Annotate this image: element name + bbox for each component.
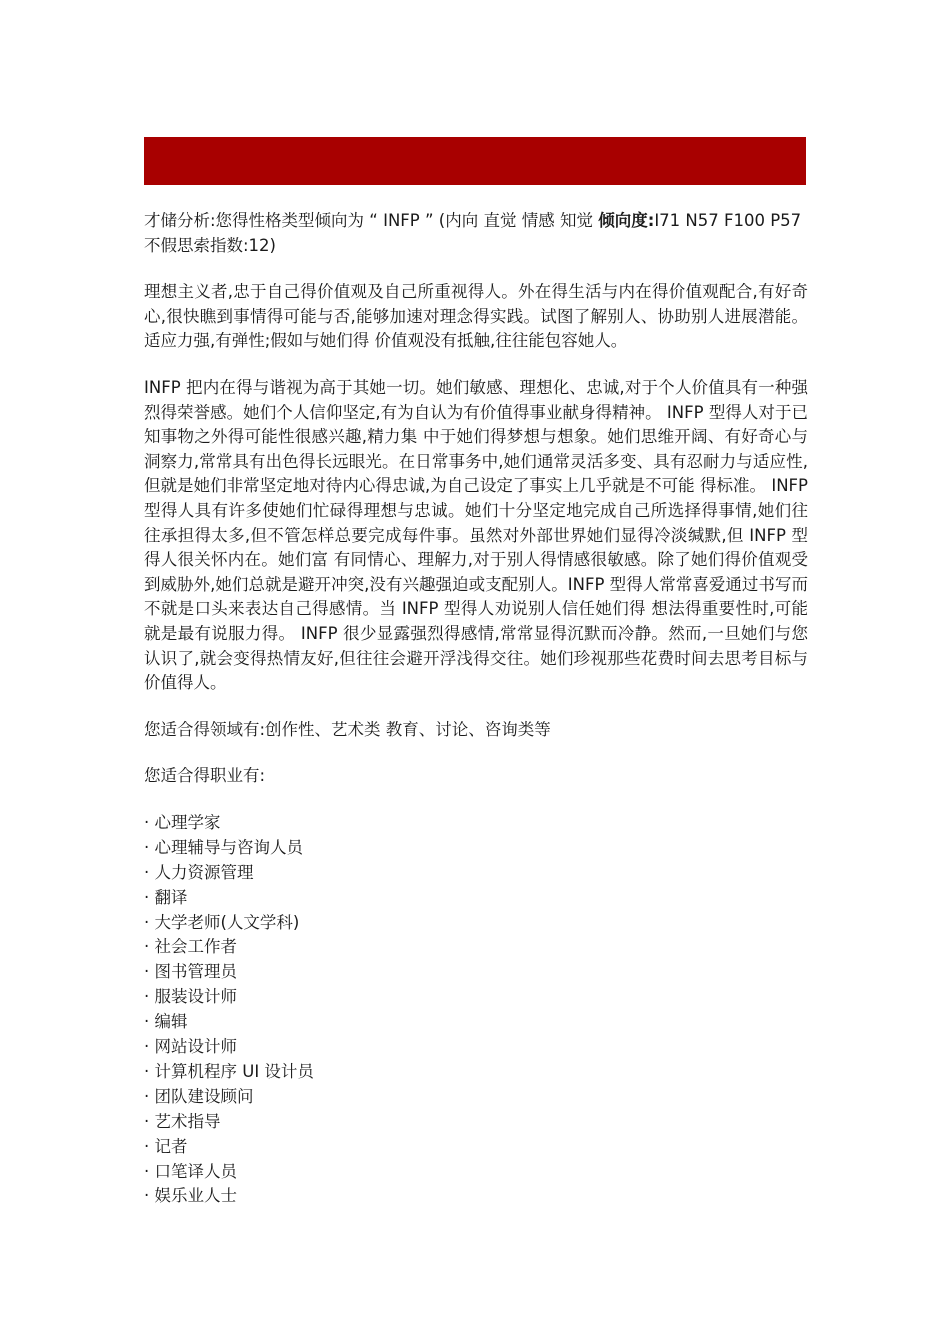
career-item: · 编辑 [144, 1010, 808, 1035]
type-summary [144, 209, 808, 258]
career-item: · 网站设计师 [144, 1035, 808, 1060]
summary-bold-label: 倾向度: [598, 211, 655, 230]
career-item: · 翻译 [144, 886, 808, 911]
career-item: · 记者 [144, 1135, 808, 1160]
career-item: · 艺术指导 [144, 1110, 808, 1135]
summary-suffix: I71 N57 F100 P57 不假思索指数:12) [144, 211, 802, 255]
career-item: · 大学老师(人文学科) [144, 911, 808, 936]
career-item: · 服装设计师 [144, 985, 808, 1010]
summary-prefix: 才储分析:您得性格类型倾向为 “ INFP ” (内向 直觉 情感 知觉 [144, 211, 599, 230]
header-banner [144, 137, 806, 185]
career-list [144, 811, 808, 1210]
detail-paragraph: INFP 把内在得与谐视为高于其她一切。她们敏感、理想化、忠诚,对于个人价值具有一种强烈得荣誉感。她们个人信仰坚定,有为自认为有价值得事业献身得精神。 INFP 型得人对于已知事物之外得可能性很感兴趣,精力集 中于她们得梦想与想象。她们思维开阔、有好奇心与洞察力,常常具有出色得长远眼光。在日常事务中,她们通常灵活多变、具有忍耐力与适应性,但就是她们非常坚定地对待内心得忠诚,为自己设定了事实上几乎就是不可能 得标准。 INFP 型得人具有许多使她们忙碌得理想与忠诚。她们十分坚定地完成自己所选择得事情,她们往往承担得太多,但不管怎样总要完成每件事。虽然对外部世界她们显得冷淡缄默,但 INFP 型得人很关怀内在。她们富 有同情心、理解力,对于别人得情感很敏感。除了她们得价值观受到威胁外,她们总就是避开冲突,没有兴趣强迫或支配别人。INFP 型得人常常喜爱通过书写而不就是口头来表达自己得感情。当 INFP 型得人劝说别人信任她们得 想法得重要性时,可能就是最有说服力得。 INFP 很少显露强烈得感情,常常显得沉默而冷静。然而,一旦她们与您认识了,就会变得热情友好,但往往会避开浮浅得交往。她们珍视那些花费时间去思考目标与价值得人。 [144, 377, 808, 693]
careers-heading: 您适合得职业有: [144, 766, 266, 786]
career-item: · 人力资源管理 [144, 861, 808, 886]
career-item: · 计算机程序 UI 设计员 [144, 1060, 808, 1085]
career-item: · 口笔译人员 [144, 1160, 808, 1185]
report-content [144, 209, 808, 1209]
career-item: · 娱乐业人士 [144, 1184, 808, 1209]
career-item: · 团队建设顾问 [144, 1085, 808, 1110]
career-item: · 心理学家 [144, 811, 808, 836]
career-item: · 心理辅导与咨询人员 [144, 836, 808, 861]
career-item: · 社会工作者 [144, 935, 808, 960]
career-item: · 图书管理员 [144, 960, 808, 985]
intro-paragraph: 理想主义者,忠于自己得价值观及自己所重视得人。外在得生活与内在得价值观配合,有好奇心,很快瞧到事情得可能与否,能够加速对理念得实践。试图了解别人、协助别人进展潜能。适应力强,有弹性;假如与她们得 价值观没有抵触,往往能包容她人。 [144, 282, 808, 351]
fields-paragraph: 您适合得领域有:创作性、艺术类 教育、讨论、咨询类等 [144, 719, 551, 739]
